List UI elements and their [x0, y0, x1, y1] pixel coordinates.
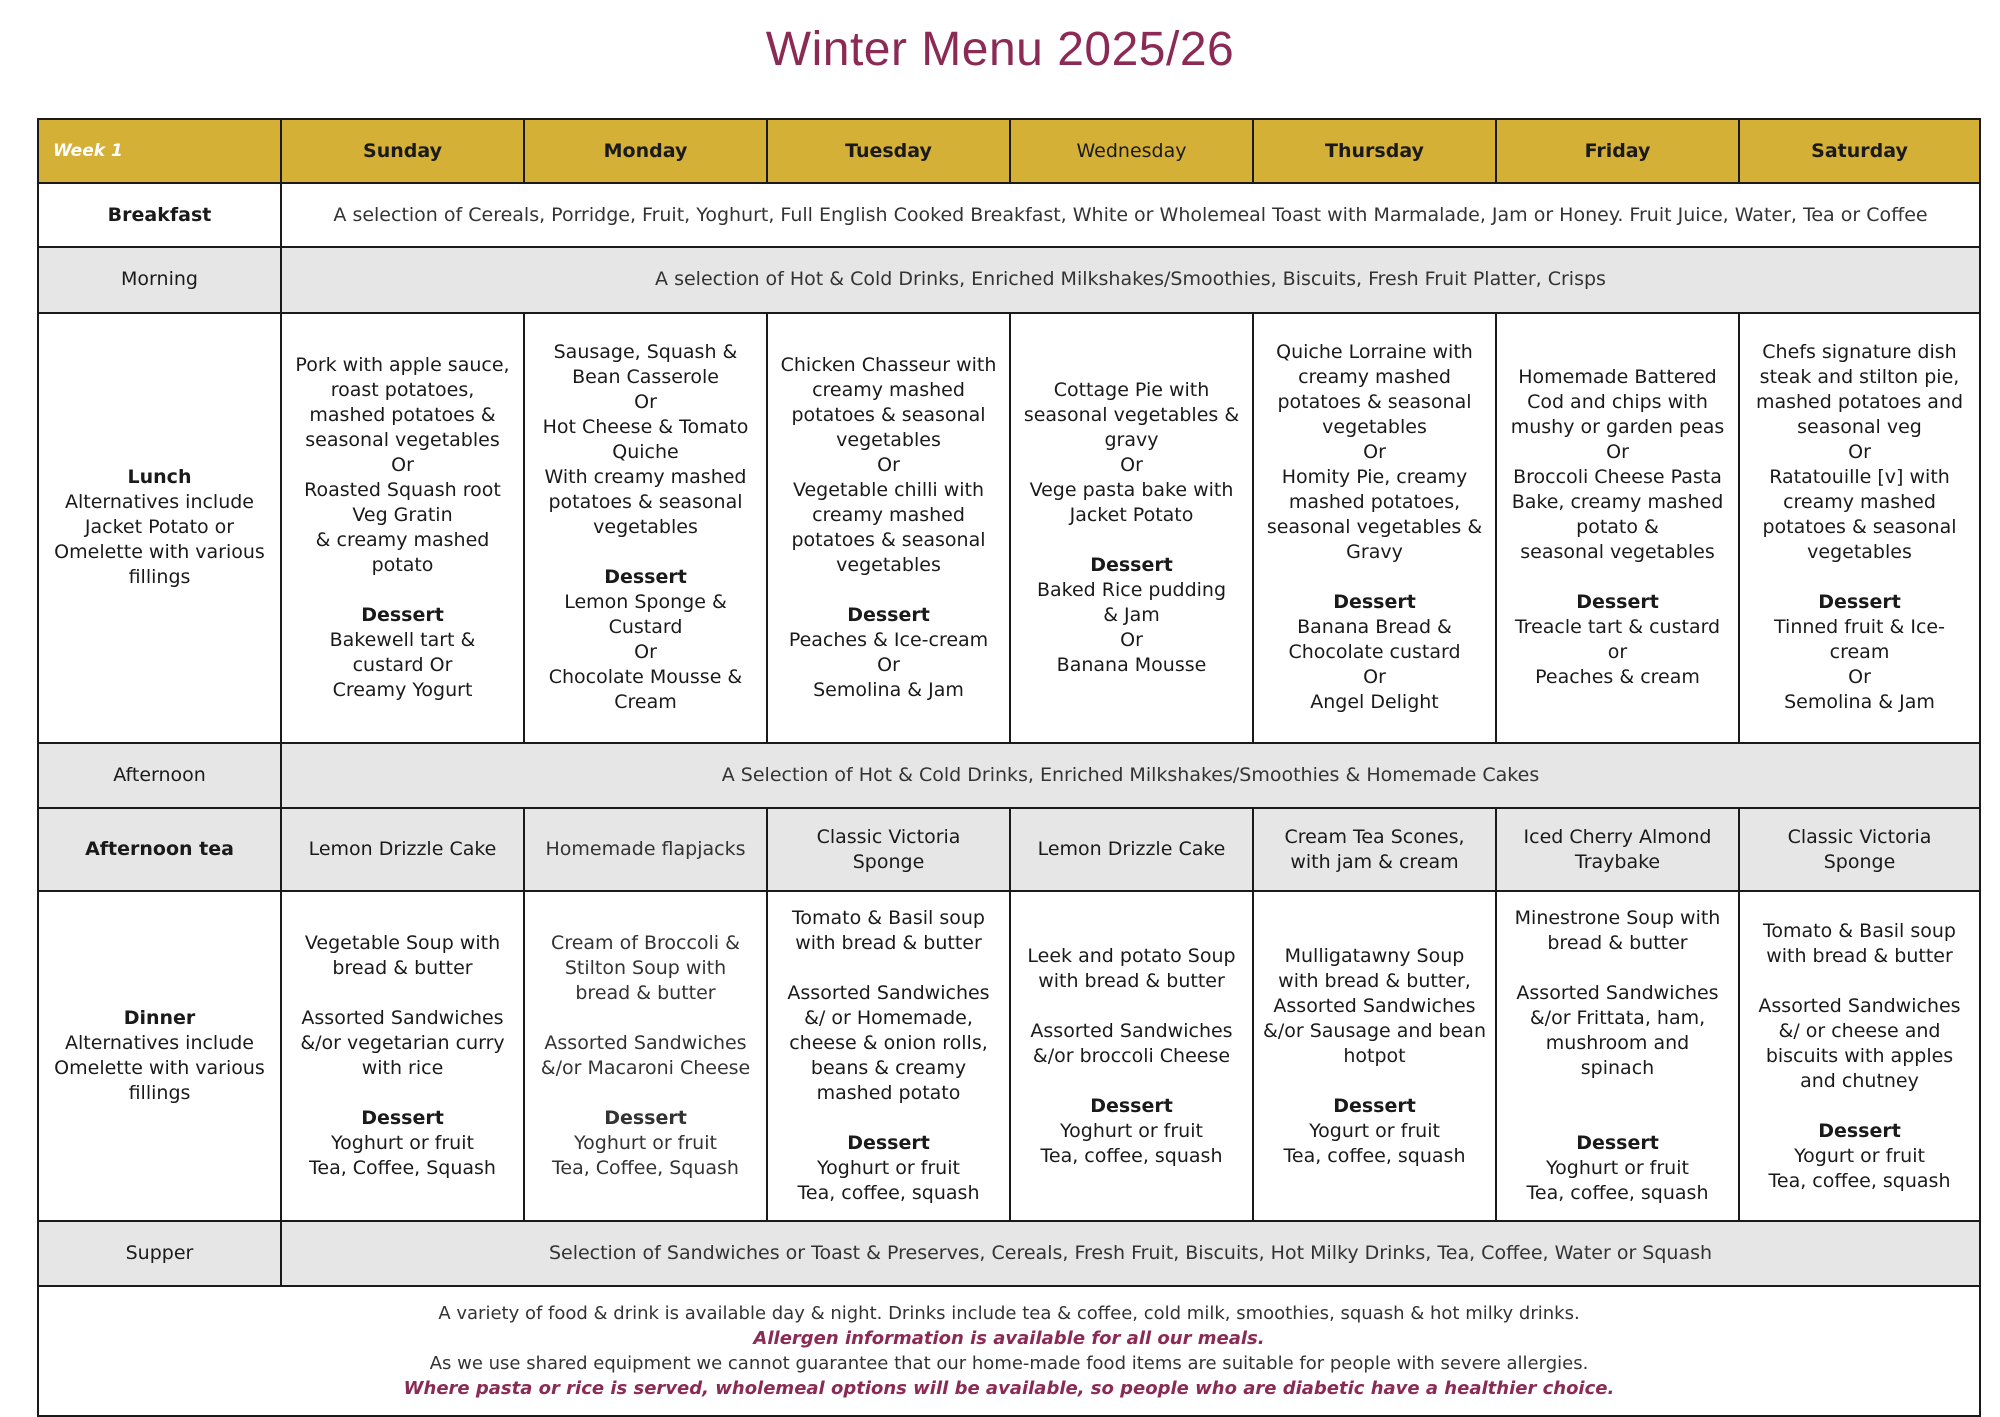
supper-text: Selection of Sandwiches or Toast & Preserves, Cereals, Fresh Fruit, Biscuits, Hot Milky Drinks, Tea, Coffee, Water or Squash — [281, 1221, 1980, 1285]
menu-line: Vegetable Soup with — [304, 932, 501, 955]
footer-cell — [38, 1286, 1980, 1416]
menu-line: Chefs signature dish — [1762, 341, 1957, 364]
page-title: Winter Menu 2025/26 — [765, 23, 1235, 76]
menu-line: mashed potatoes & — [309, 403, 496, 426]
menu-line: Assorted Sandwiches — [1758, 994, 1961, 1017]
menu-line: Or — [1606, 441, 1629, 464]
menu-line: Tinned fruit & Ice- — [1774, 616, 1945, 639]
dessert-heading: Dessert — [1576, 1132, 1659, 1155]
tea-tuesday — [767, 808, 1010, 891]
menu-line: Jacket Potato — [1069, 503, 1194, 526]
menu-line: cream — [1829, 641, 1890, 664]
menu-line: Or — [1363, 441, 1386, 464]
menu-line: spinach — [1580, 1057, 1655, 1080]
menu-line: vegetables — [836, 553, 941, 576]
dessert-heading: Dessert — [847, 603, 930, 626]
cake-line: Iced Cherry Almond — [1523, 825, 1712, 848]
menu-line: Cod and chips with — [1527, 391, 1708, 414]
lunch-tuesday — [767, 313, 1010, 743]
lunch-wednesday — [1010, 313, 1253, 743]
menu-line: Chocolate custard — [1288, 641, 1461, 664]
menu-line: Or — [877, 653, 900, 676]
menu-line: bread & butter — [332, 957, 473, 980]
menu-line: Or — [1848, 666, 1871, 689]
menu-line — [1260, 565, 1489, 590]
menu-line: Tea, coffee, squash — [1040, 1144, 1223, 1167]
breakfast-label: Breakfast — [38, 183, 281, 247]
dessert-heading: Dessert — [1090, 1094, 1173, 1117]
menu-line: Peaches & cream — [1535, 666, 1700, 689]
dessert-heading: Dessert — [361, 603, 444, 626]
tea-thursday — [1253, 808, 1496, 891]
menu-line: creamy mashed — [812, 503, 965, 526]
menu-line: &/ or Homemade, — [804, 1007, 973, 1030]
morning-label: Morning — [38, 247, 281, 312]
cake-line: Sponge — [1823, 850, 1896, 873]
menu-line: seasonal vegetables & — [1266, 516, 1483, 539]
menu-line: Roasted Squash root — [304, 478, 501, 501]
day-header-saturday: Saturday — [1739, 119, 1980, 183]
menu-line — [1746, 1094, 1973, 1119]
dinner-tuesday — [767, 891, 1010, 1221]
lunch-saturday — [1739, 313, 1980, 743]
breakfast-text: A selection of Cereals, Porridge, Fruit, Yoghurt, Full English Cooked Breakfast, White or Wholemeal Toast with Marmalade, Jam or Honey. Fruit Juice, Water, Tea or Coffee — [281, 183, 1980, 247]
menu-line: Tea, Coffee, Squash — [309, 1157, 496, 1180]
tea-friday — [1496, 808, 1739, 891]
menu-line: seasonal veg — [1797, 416, 1922, 439]
tea-wednesday — [1010, 808, 1253, 891]
menu-line — [288, 1081, 517, 1106]
lunch-label-sub: Jacket Potato or — [84, 516, 235, 539]
cake-line: Sponge — [852, 850, 925, 873]
menu-line: mushy or garden peas — [1510, 416, 1725, 439]
menu-line: vegetables — [593, 516, 698, 539]
menu-line: roast potatoes, — [330, 378, 475, 401]
afternoon-text: A Selection of Hot & Cold Drinks, Enriched Milkshakes/Smoothies & Homemade Cakes — [281, 743, 1980, 808]
menu-line: Yoghurt or fruit — [1060, 1119, 1203, 1142]
lunch-label-sub: fillings — [128, 566, 191, 589]
week-label: Week 1 — [38, 119, 281, 183]
menu-line: with bread & butter, — [1278, 969, 1471, 992]
cake-line: Homemade flapjacks — [545, 838, 746, 861]
menu-line: creamy mashed — [1783, 491, 1936, 514]
menu-line: hotpot — [1343, 1044, 1406, 1067]
menu-line: and chutney — [1800, 1069, 1919, 1092]
menu-line: Vegetable chilli with — [792, 478, 985, 501]
menu-line: Bean Casserole — [572, 366, 719, 389]
menu-line — [774, 1106, 1003, 1131]
menu-line: Or — [634, 641, 657, 664]
menu-line — [1503, 1081, 1732, 1106]
dessert-heading: Dessert — [1333, 591, 1416, 614]
menu-line — [1017, 1069, 1246, 1094]
menu-line: Or — [1120, 628, 1143, 651]
menu-line: Leek and potato Soup — [1027, 944, 1236, 967]
menu-line: seasonal vegetables & — [1023, 403, 1240, 426]
menu-line: &/or vegetarian curry — [300, 1032, 505, 1055]
menu-line — [1503, 956, 1732, 981]
dessert-heading: Dessert — [1090, 553, 1173, 576]
menu-line — [1503, 1106, 1732, 1131]
menu-line: &/or Macaroni Cheese — [540, 1057, 751, 1080]
dinner-saturday — [1739, 891, 1980, 1221]
menu-line: Or — [1363, 666, 1386, 689]
menu-line: Bake, creamy mashed — [1511, 491, 1724, 514]
lunch-label-sub: Omelette with various — [54, 541, 265, 564]
dinner-sunday — [281, 891, 524, 1221]
menu-line — [1746, 969, 1973, 994]
menu-line — [1503, 565, 1732, 590]
menu-line: Chicken Chasseur with — [780, 353, 997, 376]
menu-line: Creamy Yogurt — [332, 678, 473, 701]
menu-line: vegetables — [1322, 416, 1427, 439]
menu-line: Minestrone Soup with — [1514, 907, 1721, 930]
menu-line: potatoes & seasonal — [548, 491, 743, 514]
dinner-label: Dinner — [123, 1007, 196, 1030]
menu-line — [1017, 528, 1246, 553]
menu-line: bread & butter — [1547, 932, 1688, 955]
morning-text: A selection of Hot & Cold Drinks, Enriched Milkshakes/Smoothies, Biscuits, Fresh Fruit Platter, Crisps — [281, 247, 1980, 312]
menu-line: Assorted Sandwiches — [1030, 1019, 1233, 1042]
menu-line: Or — [634, 391, 657, 414]
menu-line — [774, 956, 1003, 981]
menu-line: bread & butter — [575, 982, 716, 1005]
menu-line: Veg Gratin — [352, 503, 453, 526]
menu-line: custard Or — [352, 653, 453, 676]
menu-line: Tea, coffee, squash — [1768, 1169, 1951, 1192]
menu-line — [774, 578, 1003, 603]
menu-line: cheese & onion rolls, — [789, 1032, 988, 1055]
menu-line: creamy mashed — [1298, 366, 1451, 389]
menu-line: Homemade Battered — [1518, 366, 1717, 389]
dessert-heading: Dessert — [1333, 1094, 1416, 1117]
breakfast-row — [38, 183, 1980, 247]
menu-line: seasonal vegetables — [305, 428, 500, 451]
menu-line — [531, 540, 760, 565]
dinner-row — [38, 891, 1980, 1221]
dinner-thursday — [1253, 891, 1496, 1221]
menu-line: potatoes & seasonal — [791, 528, 986, 551]
day-header-monday: Monday — [524, 119, 767, 183]
tea-sunday — [281, 808, 524, 891]
menu-line — [531, 1006, 760, 1031]
menu-line: potatoes & seasonal — [1762, 516, 1957, 539]
menu-line: Cottage Pie with — [1053, 378, 1210, 401]
menu-line: Or — [1848, 441, 1871, 464]
menu-line: Or — [877, 453, 900, 476]
menu-line — [288, 578, 517, 603]
dinner-label-cell — [38, 891, 281, 1221]
menu-line: with bread & butter — [795, 932, 982, 955]
menu-line: Yogurt or fruit — [1309, 1119, 1440, 1142]
menu-line: Banana Bread & — [1297, 616, 1452, 639]
menu-line: Pork with apple sauce, — [295, 353, 510, 376]
menu-line: &/or broccoli Cheese — [1032, 1044, 1231, 1067]
dinner-label-sub: Omelette with various — [54, 1057, 265, 1080]
menu-line: Tea, coffee, squash — [1526, 1182, 1709, 1205]
menu-line: Baked Rice pudding — [1036, 578, 1227, 601]
menu-line: Semolina & Jam — [813, 678, 964, 701]
menu-line: potato — [371, 553, 434, 576]
menu-line: Yoghurt or fruit — [574, 1132, 717, 1155]
menu-line: Assorted Sandwiches — [544, 1032, 747, 1055]
menu-line: creamy mashed — [812, 378, 965, 401]
menu-line: Peaches & Ice-cream — [788, 628, 989, 651]
lunch-sunday — [281, 313, 524, 743]
menu-line: Tomato & Basil soup — [1763, 919, 1956, 942]
day-header-sunday: Sunday — [281, 119, 524, 183]
dinner-label-sub: fillings — [128, 1082, 191, 1105]
menu-line: Tea, coffee, squash — [797, 1182, 980, 1205]
menu-line: Ratatouille [v] with — [1769, 466, 1950, 489]
dessert-heading: Dessert — [1818, 591, 1901, 614]
menu-line: Homity Pie, creamy — [1281, 466, 1468, 489]
menu-line: Banana Mousse — [1056, 653, 1207, 676]
menu-line: Yoghurt or fruit — [331, 1132, 474, 1155]
menu-line: Hot Cheese & Tomato — [542, 416, 749, 439]
menu-line: mashed potatoes, — [1288, 491, 1461, 514]
menu-line — [1746, 565, 1973, 590]
menu-line: Quiche — [612, 441, 679, 464]
menu-line: beans & creamy — [810, 1057, 967, 1080]
menu-line: Cream of Broccoli & — [551, 932, 740, 955]
menu-line: steak and stilton pie, — [1759, 366, 1960, 389]
cake-line: with jam & cream — [1290, 850, 1459, 873]
menu-line: Lemon Sponge & — [564, 591, 727, 614]
dessert-heading: Dessert — [847, 1132, 930, 1155]
footer-note: As we use shared equipment we cannot guarantee that our home-made food items are suitable for people with severe allergies. — [429, 1352, 1589, 1374]
day-header-friday: Friday — [1496, 119, 1739, 183]
menu-line: Treacle tart & custard — [1514, 616, 1721, 639]
afternoon-row — [38, 743, 1980, 808]
menu-line: Or — [391, 453, 414, 476]
menu-line: or — [1607, 641, 1628, 664]
dessert-heading: Dessert — [604, 566, 687, 589]
menu-line: vegetables — [1807, 541, 1912, 564]
menu-line: Stilton Soup with — [564, 957, 727, 980]
menu-line: potatoes & seasonal — [1277, 391, 1472, 414]
dessert-heading: Dessert — [1576, 591, 1659, 614]
supper-row — [38, 1221, 1980, 1285]
cake-line: Cream Tea Scones, — [1284, 825, 1465, 848]
menu-line: &/or Frittata, ham, — [1529, 1007, 1706, 1030]
menu-line: Assorted Sandwiches — [787, 982, 990, 1005]
cake-line: Traybake — [1574, 850, 1661, 873]
menu-line: Cream — [614, 691, 677, 714]
menu-line: Angel Delight — [1310, 691, 1439, 714]
menu-line: Tea, Coffee, Squash — [552, 1157, 739, 1180]
footer-row — [38, 1286, 1980, 1416]
menu-line: Yogurt or fruit — [1794, 1144, 1925, 1167]
day-header-thursday: Thursday — [1253, 119, 1496, 183]
menu-line: potatoes & seasonal — [791, 403, 986, 426]
menu-line: Chocolate Mousse & — [548, 666, 743, 689]
menu-line: Tea, coffee, squash — [1283, 1144, 1466, 1167]
menu-line: mashed potato — [816, 1082, 961, 1105]
menu-line: & creamy mashed — [315, 528, 490, 551]
dinner-wednesday — [1010, 891, 1253, 1221]
menu-line: seasonal vegetables — [1520, 541, 1715, 564]
menu-line: with rice — [361, 1057, 444, 1080]
day-header-tuesday: Tuesday — [767, 119, 1010, 183]
dinner-monday — [524, 891, 767, 1221]
menu-line: Or — [1120, 453, 1143, 476]
tea-saturday — [1739, 808, 1980, 891]
menu-line: Broccoli Cheese Pasta — [1513, 466, 1722, 489]
menu-line — [1260, 1069, 1489, 1094]
menu-line: &/ or cheese and — [1778, 1019, 1941, 1042]
menu-line: with bread & butter — [1766, 944, 1953, 967]
menu-line: mushroom and — [1545, 1032, 1690, 1055]
cake-line: Lemon Drizzle Cake — [308, 838, 497, 861]
dinner-label-sub: Alternatives include — [64, 1032, 255, 1055]
dessert-heading: Dessert — [361, 1107, 444, 1130]
menu-line: Assorted Sandwiches — [1273, 994, 1476, 1017]
header-row — [38, 119, 1980, 183]
cake-line: Classic Victoria — [1787, 825, 1932, 848]
menu-line: &/or Sausage and bean — [1263, 1019, 1486, 1042]
dessert-heading: Dessert — [1818, 1119, 1901, 1142]
menu-line: & Jam — [1103, 603, 1160, 626]
menu-line: Yoghurt or fruit — [1546, 1157, 1689, 1180]
menu-line — [288, 981, 517, 1006]
menu-line: Tomato & Basil soup — [792, 907, 985, 930]
menu-line: Yoghurt or fruit — [817, 1157, 960, 1180]
lunch-thursday — [1253, 313, 1496, 743]
afternoon-tea-row — [38, 808, 1980, 891]
cake-line: Lemon Drizzle Cake — [1037, 838, 1226, 861]
cake-line: Classic Victoria — [816, 825, 961, 848]
lunch-label: Lunch — [127, 466, 192, 489]
menu-line: mashed potatoes and — [1755, 391, 1964, 414]
menu-line — [1017, 994, 1246, 1019]
supper-label: Supper — [38, 1221, 281, 1285]
menu-line: Semolina & Jam — [1784, 691, 1935, 714]
lunch-friday — [1496, 313, 1739, 743]
menu-line: potato & — [1576, 516, 1659, 539]
menu-line: Vege pasta bake with — [1029, 478, 1234, 501]
menu-line: with bread & butter — [1038, 969, 1225, 992]
menu-line: Quiche Lorraine with — [1276, 341, 1473, 364]
menu-line: Assorted Sandwiches — [1516, 982, 1719, 1005]
day-header-wednesday: Wednesday — [1010, 119, 1253, 183]
dinner-friday — [1496, 891, 1739, 1221]
morning-row — [38, 247, 1980, 312]
tea-monday — [524, 808, 767, 891]
footer-allergen-note: Allergen information is available for all our meals. — [753, 1327, 1265, 1349]
lunch-monday — [524, 313, 767, 743]
afternoon-tea-label: Afternoon tea — [38, 808, 281, 891]
footer-diabetic-note: Where pasta or rice is served, wholemeal options will be available, so people who are diabetic have a healthier choice. — [403, 1377, 1615, 1399]
footer-note: A variety of food & drink is available day & night. Drinks include tea & coffee, cold milk, smoothies, squash & hot milky drinks. — [438, 1302, 1580, 1324]
menu-line: gravy — [1104, 428, 1159, 451]
lunch-label-sub: Alternatives include — [64, 491, 255, 514]
menu-line: Mulligatawny Soup — [1284, 944, 1465, 967]
afternoon-label: Afternoon — [38, 743, 281, 808]
menu-table — [37, 118, 1981, 1417]
menu-line: Sausage, Squash & — [553, 341, 738, 364]
menu-line: Bakewell tart & — [329, 628, 476, 651]
menu-line: biscuits with apples — [1765, 1044, 1954, 1067]
menu-line: With creamy mashed — [544, 466, 747, 489]
lunch-row — [38, 313, 1980, 743]
menu-line: Custard — [608, 616, 683, 639]
menu-line: vegetables — [836, 428, 941, 451]
lunch-label-cell — [38, 313, 281, 743]
menu-line: Gravy — [1346, 541, 1403, 564]
dessert-heading: Dessert — [604, 1107, 687, 1130]
menu-line — [531, 1081, 760, 1106]
menu-line: Assorted Sandwiches — [301, 1007, 504, 1030]
